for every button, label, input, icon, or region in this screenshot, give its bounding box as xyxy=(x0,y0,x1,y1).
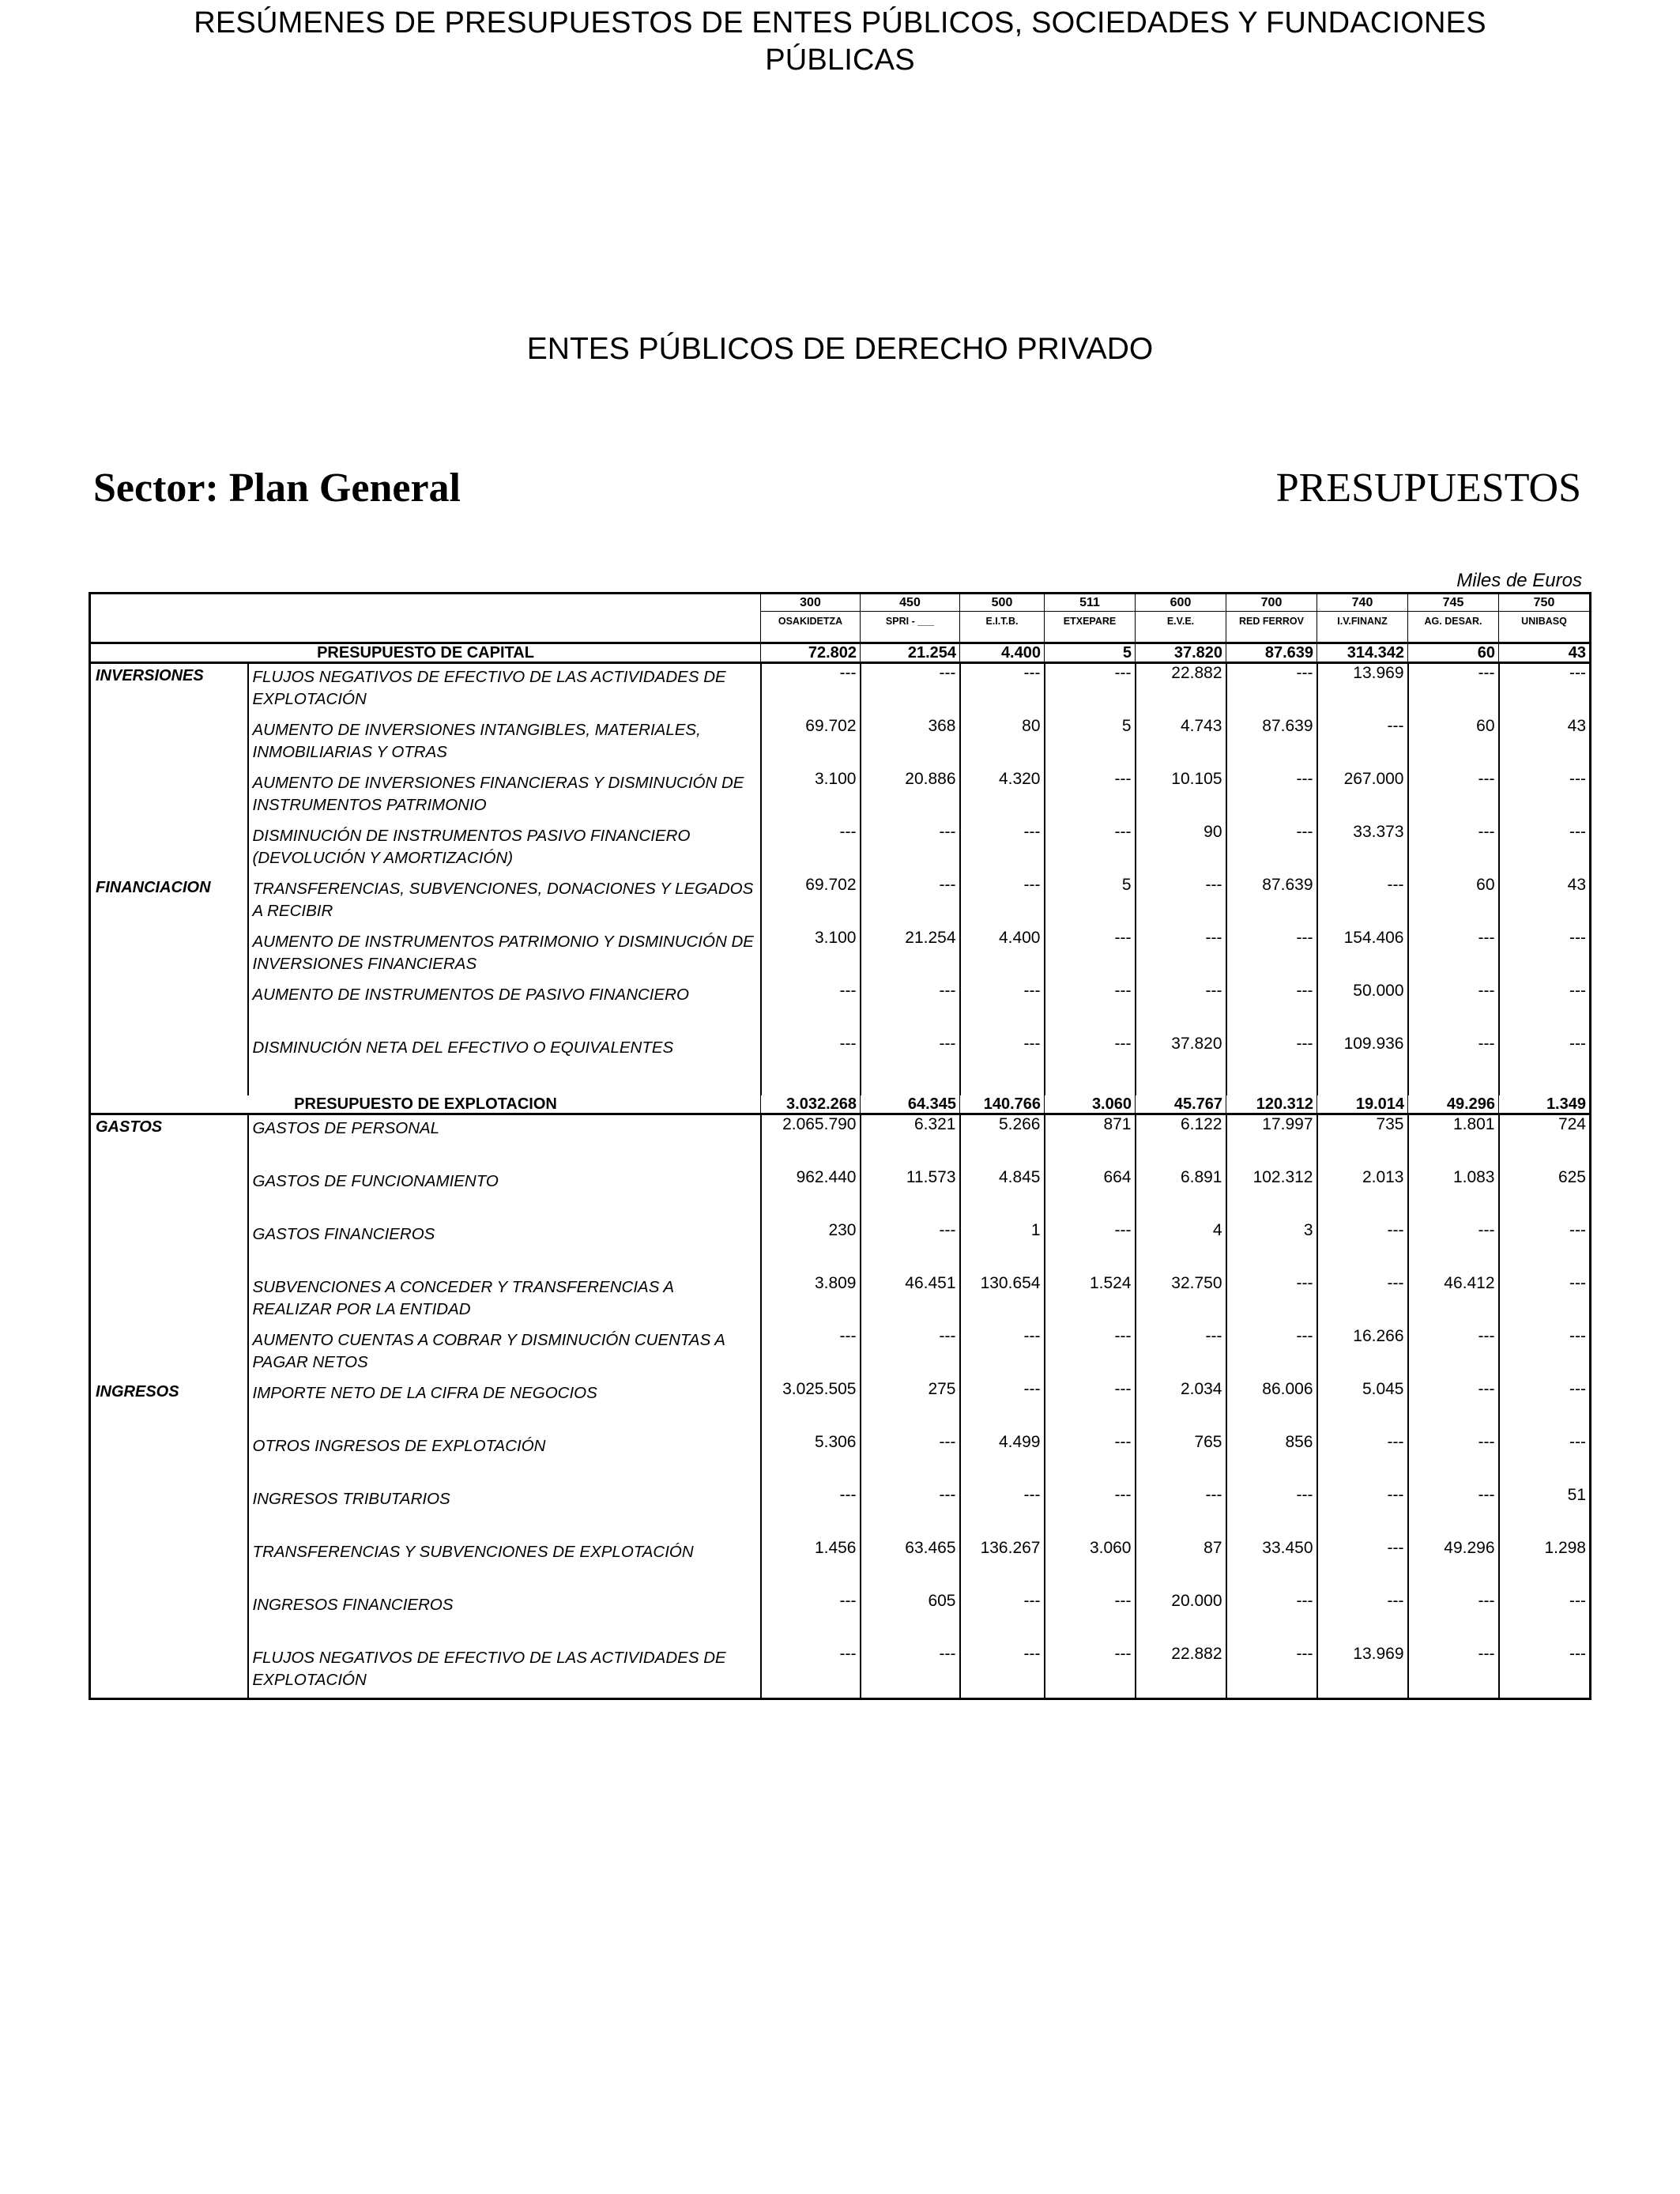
row-value: --- xyxy=(861,823,960,876)
capital-total: 72.802 xyxy=(761,643,861,663)
row-value: 22.882 xyxy=(1136,1645,1226,1699)
row-value: --- xyxy=(1408,1592,1499,1645)
row-value: --- xyxy=(1226,982,1317,1035)
explotacion-total: 120.312 xyxy=(1226,1095,1317,1114)
capital-total: 43 xyxy=(1499,643,1591,663)
table-row xyxy=(90,1592,1591,1645)
row-category xyxy=(90,982,248,1035)
row-value: 765 xyxy=(1136,1433,1226,1486)
row-value: 13.969 xyxy=(1317,1645,1408,1699)
sector-label: Sector: Plan General xyxy=(93,466,461,511)
table-row xyxy=(90,1645,1591,1699)
row-value: 3.025.505 xyxy=(761,1380,861,1433)
spacer-cell xyxy=(960,1088,1045,1095)
row-value: 136.267 xyxy=(960,1539,1045,1592)
row-value: --- xyxy=(861,1645,960,1699)
column-code: 740 xyxy=(1317,594,1408,612)
row-value: --- xyxy=(1499,982,1591,1035)
row-value: 60 xyxy=(1408,717,1499,770)
row-value: --- xyxy=(1408,1221,1499,1274)
row-value: --- xyxy=(1045,929,1136,982)
row-value: --- xyxy=(861,1486,960,1539)
row-value: --- xyxy=(1045,1221,1136,1274)
units-label: Miles de Euros xyxy=(1456,570,1582,591)
explotacion-total: 3.060 xyxy=(1045,1095,1136,1114)
row-value: 5.045 xyxy=(1317,1380,1408,1433)
row-description: TRANSFERENCIAS Y SUBVENCIONES DE EXPLOTACIÓN xyxy=(248,1539,761,1592)
row-category xyxy=(90,929,248,982)
spacer-cell xyxy=(1226,1088,1317,1095)
row-category: FINANCIACION xyxy=(96,879,211,896)
row-value: 4.743 xyxy=(1136,717,1226,770)
row-value: --- xyxy=(861,876,960,929)
row-value: --- xyxy=(960,1592,1045,1645)
row-value: 87.639 xyxy=(1226,717,1317,770)
row-value: --- xyxy=(1317,717,1408,770)
row-value: --- xyxy=(861,663,960,718)
row-value: --- xyxy=(761,982,861,1035)
row-value: 90 xyxy=(1136,823,1226,876)
row-value: --- xyxy=(1045,770,1136,823)
row-value: 33.450 xyxy=(1226,1539,1317,1592)
row-value: 3.100 xyxy=(761,929,861,982)
row-description: IMPORTE NETO DE LA CIFRA DE NEGOCIOS xyxy=(248,1380,761,1433)
row-value: 50.000 xyxy=(1317,982,1408,1035)
row-value: 724 xyxy=(1499,1114,1591,1169)
presupuestos-label: PRESUPUESTOS xyxy=(1275,466,1581,511)
row-value: --- xyxy=(1499,770,1591,823)
capital-total: 314.342 xyxy=(1317,643,1408,663)
row-value: --- xyxy=(1499,1433,1591,1486)
table-row xyxy=(90,1380,1591,1433)
row-value: --- xyxy=(1499,1327,1591,1380)
row-value: 5.266 xyxy=(960,1114,1045,1169)
row-value: --- xyxy=(1408,1327,1499,1380)
capital-total: 21.254 xyxy=(861,643,960,663)
row-value: --- xyxy=(1317,1486,1408,1539)
row-value: --- xyxy=(1226,823,1317,876)
table-row xyxy=(90,1486,1591,1539)
row-category: INVERSIONES xyxy=(96,667,204,684)
row-value: --- xyxy=(1499,1380,1591,1433)
row-value: --- xyxy=(1226,1327,1317,1380)
row-value: --- xyxy=(1408,1380,1499,1433)
row-value: 2.034 xyxy=(1136,1380,1226,1433)
row-value: --- xyxy=(1408,770,1499,823)
row-value: 87.639 xyxy=(1226,876,1317,929)
row-value: 20.000 xyxy=(1136,1592,1226,1645)
row-value: --- xyxy=(960,1327,1045,1380)
explotacion-total: 1.349 xyxy=(1499,1095,1591,1114)
column-name: RED FERROV xyxy=(1226,612,1317,643)
row-value: --- xyxy=(1499,929,1591,982)
explotacion-total: 49.296 xyxy=(1408,1095,1499,1114)
table-row xyxy=(90,876,1591,929)
row-description: GASTOS FINANCIEROS xyxy=(248,1221,761,1274)
column-name: E.V.E. xyxy=(1136,612,1226,643)
row-value: 230 xyxy=(761,1221,861,1274)
row-value: 37.820 xyxy=(1136,1035,1226,1088)
row-value: --- xyxy=(1045,663,1136,718)
explotacion-total: 45.767 xyxy=(1136,1095,1226,1114)
row-description: AUMENTO DE INVERSIONES INTANGIBLES, MATERIALES, INMOBILIARIAS Y OTRAS xyxy=(248,717,761,770)
column-code: 511 xyxy=(1045,594,1136,612)
row-value: 16.266 xyxy=(1317,1327,1408,1380)
row-value: 1.083 xyxy=(1408,1168,1499,1221)
row-value: 4.845 xyxy=(960,1168,1045,1221)
row-value: 664 xyxy=(1045,1168,1136,1221)
row-value: --- xyxy=(1317,1433,1408,1486)
row-value: 605 xyxy=(861,1592,960,1645)
row-value: --- xyxy=(1045,1380,1136,1433)
capital-total: 4.400 xyxy=(960,643,1045,663)
column-code: 700 xyxy=(1226,594,1317,612)
row-value: 69.702 xyxy=(761,717,861,770)
row-value: 63.465 xyxy=(861,1539,960,1592)
row-value: 3.100 xyxy=(761,770,861,823)
row-value: --- xyxy=(1045,1645,1136,1699)
row-value: --- xyxy=(1499,1274,1591,1327)
capital-total: 60 xyxy=(1408,643,1499,663)
row-value: --- xyxy=(1317,1221,1408,1274)
row-value: --- xyxy=(1045,823,1136,876)
column-code: 500 xyxy=(960,594,1045,612)
row-value: --- xyxy=(960,982,1045,1035)
row-value: --- xyxy=(1045,1035,1136,1088)
row-value: 87 xyxy=(1136,1539,1226,1592)
row-value: 109.936 xyxy=(1317,1035,1408,1088)
spacer-cell xyxy=(861,1088,960,1095)
row-value: 86.006 xyxy=(1226,1380,1317,1433)
row-category xyxy=(90,1645,248,1699)
explotacion-total: 3.032.268 xyxy=(761,1095,861,1114)
row-value: 46.412 xyxy=(1408,1274,1499,1327)
row-description: AUMENTO DE INVERSIONES FINANCIERAS Y DISMINUCIÓN DE INSTRUMENTOS PATRIMONIO xyxy=(248,770,761,823)
row-value: 1.298 xyxy=(1499,1539,1591,1592)
spacer-cell xyxy=(761,1088,861,1095)
row-category xyxy=(90,1592,248,1645)
column-code-row xyxy=(90,594,1591,612)
row-value: --- xyxy=(1408,1486,1499,1539)
row-value: --- xyxy=(1136,876,1226,929)
row-value: 51 xyxy=(1499,1486,1591,1539)
capital-total: 87.639 xyxy=(1226,643,1317,663)
table-row xyxy=(90,929,1591,982)
row-value: --- xyxy=(1136,929,1226,982)
row-category xyxy=(90,717,248,770)
row-value: --- xyxy=(1045,982,1136,1035)
row-value: 10.105 xyxy=(1136,770,1226,823)
row-value: 735 xyxy=(1317,1114,1408,1169)
row-value: 22.882 xyxy=(1136,663,1226,718)
row-description: DISMINUCIÓN NETA DEL EFECTIVO O EQUIVALENTES xyxy=(248,1035,761,1088)
column-name: OSAKIDETZA xyxy=(761,612,861,643)
row-value: --- xyxy=(1317,1274,1408,1327)
capital-total: 5 xyxy=(1045,643,1136,663)
spacer-cell xyxy=(1499,1088,1591,1095)
row-value: --- xyxy=(1499,1645,1591,1699)
page-subtitle: ENTES PÚBLICOS DE DERECHO PRIVADO xyxy=(526,332,1154,366)
spacer-cell xyxy=(1045,1088,1136,1095)
row-value: 856 xyxy=(1226,1433,1317,1486)
row-category xyxy=(90,1433,248,1486)
row-value: --- xyxy=(761,1327,861,1380)
row-value: --- xyxy=(1317,876,1408,929)
row-value: 6.891 xyxy=(1136,1168,1226,1221)
capital-total: 37.820 xyxy=(1136,643,1226,663)
explotacion-total: 140.766 xyxy=(960,1095,1045,1114)
row-value: 20.886 xyxy=(861,770,960,823)
row-value: --- xyxy=(861,1035,960,1088)
row-value: 13.969 xyxy=(1317,663,1408,718)
row-description: INGRESOS FINANCIEROS xyxy=(248,1592,761,1645)
row-value: --- xyxy=(1408,1433,1499,1486)
row-value: --- xyxy=(1136,1486,1226,1539)
row-value: 32.750 xyxy=(1136,1274,1226,1327)
row-value: 267.000 xyxy=(1317,770,1408,823)
header-blank xyxy=(90,594,761,612)
row-value: 625 xyxy=(1499,1168,1591,1221)
row-value: 1.801 xyxy=(1408,1114,1499,1169)
row-description: DISMINUCIÓN DE INSTRUMENTOS PASIVO FINANCIERO (DEVOLUCIÓN Y AMORTIZACIÓN) xyxy=(248,823,761,876)
row-value: --- xyxy=(1408,929,1499,982)
row-category: INGRESOS xyxy=(96,1383,179,1400)
row-value: --- xyxy=(1408,1035,1499,1088)
row-category: GASTOS xyxy=(96,1118,163,1136)
row-value: 962.440 xyxy=(761,1168,861,1221)
column-name: I.V.FINANZ xyxy=(1317,612,1408,643)
row-value: --- xyxy=(761,1035,861,1088)
spacer-cell xyxy=(1317,1088,1408,1095)
row-value: 4.400 xyxy=(960,929,1045,982)
row-value: --- xyxy=(1045,1592,1136,1645)
row-value: --- xyxy=(960,1645,1045,1699)
row-value: --- xyxy=(1136,1327,1226,1380)
row-description: FLUJOS NEGATIVOS DE EFECTIVO DE LAS ACTIVIDADES DE EXPLOTACIÓN xyxy=(248,1645,761,1699)
row-category xyxy=(90,1539,248,1592)
table-row xyxy=(90,1274,1591,1327)
row-description: AUMENTO DE INSTRUMENTOS DE PASIVO FINANCIERO xyxy=(248,982,761,1035)
row-value: --- xyxy=(1317,1539,1408,1592)
row-value: --- xyxy=(1408,982,1499,1035)
row-description: INGRESOS TRIBUTARIOS xyxy=(248,1486,761,1539)
column-name: UNIBASQ xyxy=(1499,612,1591,643)
row-value: --- xyxy=(1499,1592,1591,1645)
row-value: --- xyxy=(1226,1592,1317,1645)
row-value: --- xyxy=(1408,823,1499,876)
table-row xyxy=(90,770,1591,823)
row-value: 5 xyxy=(1045,717,1136,770)
row-value: 60 xyxy=(1408,876,1499,929)
row-value: --- xyxy=(960,823,1045,876)
row-value: 17.997 xyxy=(1226,1114,1317,1169)
column-code: 750 xyxy=(1499,594,1591,612)
row-value: --- xyxy=(1226,663,1317,718)
header-blank xyxy=(90,612,761,643)
row-value: 1.456 xyxy=(761,1539,861,1592)
row-value: --- xyxy=(1499,1035,1591,1088)
row-category xyxy=(90,1168,248,1221)
column-code: 450 xyxy=(861,594,960,612)
column-code: 600 xyxy=(1136,594,1226,612)
row-value: 11.573 xyxy=(861,1168,960,1221)
row-value: --- xyxy=(1226,1274,1317,1327)
row-value: 5.306 xyxy=(761,1433,861,1486)
table-row xyxy=(90,1539,1591,1592)
table-row xyxy=(90,823,1591,876)
explotacion-label: PRESUPUESTO DE EXPLOTACION xyxy=(90,1095,761,1114)
table-row xyxy=(90,1327,1591,1380)
row-value: 3 xyxy=(1226,1221,1317,1274)
row-value: --- xyxy=(1045,1433,1136,1486)
row-value: --- xyxy=(960,1486,1045,1539)
row-category xyxy=(90,823,248,876)
row-value: 2.065.790 xyxy=(761,1114,861,1169)
table-row xyxy=(90,717,1591,770)
row-description: SUBVENCIONES A CONCEDER Y TRANSFERENCIAS A REALIZAR POR LA ENTIDAD xyxy=(248,1274,761,1327)
column-name: AG. DESAR. xyxy=(1408,612,1499,643)
row-value: --- xyxy=(1226,1486,1317,1539)
row-value: --- xyxy=(1408,1645,1499,1699)
spacer-row xyxy=(90,1088,1591,1095)
row-value: 2.013 xyxy=(1317,1168,1408,1221)
capital-total-row xyxy=(90,643,1591,663)
spacer-cell xyxy=(1408,1088,1499,1095)
row-value: --- xyxy=(861,1433,960,1486)
spacer-cell xyxy=(1136,1088,1226,1095)
row-value: 3.809 xyxy=(761,1274,861,1327)
row-value: --- xyxy=(761,1486,861,1539)
row-value: 69.702 xyxy=(761,876,861,929)
column-name-row xyxy=(90,612,1591,643)
row-value: 3.060 xyxy=(1045,1539,1136,1592)
row-value: 4 xyxy=(1136,1221,1226,1274)
row-description: GASTOS DE FUNCIONAMIENTO xyxy=(248,1168,761,1221)
row-category xyxy=(90,1327,248,1380)
table-row xyxy=(90,663,1591,718)
explotacion-total: 64.345 xyxy=(861,1095,960,1114)
table-row xyxy=(90,982,1591,1035)
row-value: 43 xyxy=(1499,717,1591,770)
page-title: RESÚMENES DE PRESUPUESTOS DE ENTES PÚBLICOS, SOCIEDADES Y FUNDACIONES PÚBLICAS xyxy=(194,6,1486,77)
column-code: 300 xyxy=(761,594,861,612)
row-description: OTROS INGRESOS DE EXPLOTACIÓN xyxy=(248,1433,761,1486)
row-value: --- xyxy=(1045,1486,1136,1539)
row-value: --- xyxy=(960,663,1045,718)
row-value: 4.499 xyxy=(960,1433,1045,1486)
column-name: E.I.T.B. xyxy=(960,612,1045,643)
row-value: --- xyxy=(761,1592,861,1645)
row-value: --- xyxy=(1226,1645,1317,1699)
row-description: AUMENTO CUENTAS A COBRAR Y DISMINUCIÓN CUENTAS A PAGAR NETOS xyxy=(248,1327,761,1380)
row-value: 80 xyxy=(960,717,1045,770)
spacer-cell xyxy=(90,1088,248,1095)
row-value: --- xyxy=(861,982,960,1035)
row-category xyxy=(90,1035,248,1088)
row-value: --- xyxy=(1408,663,1499,718)
row-value: 4.320 xyxy=(960,770,1045,823)
column-name: ETXEPARE xyxy=(1045,612,1136,643)
row-value: 33.373 xyxy=(1317,823,1408,876)
row-value: 102.312 xyxy=(1226,1168,1317,1221)
row-value: 871 xyxy=(1045,1114,1136,1169)
row-value: --- xyxy=(1499,663,1591,718)
row-value: 368 xyxy=(861,717,960,770)
row-value: --- xyxy=(1045,1327,1136,1380)
capital-label: PRESUPUESTO DE CAPITAL xyxy=(90,643,761,663)
row-description: TRANSFERENCIAS, SUBVENCIONES, DONACIONES Y LEGADOS A RECIBIR xyxy=(248,876,761,929)
row-value: 43 xyxy=(1499,876,1591,929)
row-value: --- xyxy=(761,823,861,876)
row-value: 1.524 xyxy=(1045,1274,1136,1327)
table-row xyxy=(90,1114,1591,1169)
row-value: --- xyxy=(1499,1221,1591,1274)
row-value: 6.321 xyxy=(861,1114,960,1169)
row-value: --- xyxy=(1317,1592,1408,1645)
row-value: --- xyxy=(761,1645,861,1699)
explotacion-total-row xyxy=(90,1095,1591,1114)
table-row xyxy=(90,1433,1591,1486)
explotacion-total: 19.014 xyxy=(1317,1095,1408,1114)
row-value: --- xyxy=(1226,929,1317,982)
row-value: --- xyxy=(1136,982,1226,1035)
row-value: 6.122 xyxy=(1136,1114,1226,1169)
row-value: 21.254 xyxy=(861,929,960,982)
row-value: 1 xyxy=(960,1221,1045,1274)
row-description: AUMENTO DE INSTRUMENTOS PATRIMONIO Y DISMINUCIÓN DE INVERSIONES FINANCIERAS xyxy=(248,929,761,982)
row-value: --- xyxy=(1226,1035,1317,1088)
row-value: 46.451 xyxy=(861,1274,960,1327)
row-value: --- xyxy=(960,1380,1045,1433)
row-value: 5 xyxy=(1045,876,1136,929)
row-value: --- xyxy=(1499,823,1591,876)
row-category xyxy=(90,1274,248,1327)
row-description: GASTOS DE PERSONAL xyxy=(248,1114,761,1169)
row-value: --- xyxy=(861,1221,960,1274)
row-category xyxy=(90,770,248,823)
table-row xyxy=(90,1221,1591,1274)
row-category xyxy=(90,1486,248,1539)
row-value: 130.654 xyxy=(960,1274,1045,1327)
row-value: --- xyxy=(761,663,861,718)
row-value: --- xyxy=(960,876,1045,929)
table-row xyxy=(90,1035,1591,1088)
column-name: SPRI - ___ xyxy=(861,612,960,643)
row-category xyxy=(90,1221,248,1274)
row-value: 154.406 xyxy=(1317,929,1408,982)
row-value: --- xyxy=(1226,770,1317,823)
row-value: 275 xyxy=(861,1380,960,1433)
row-value: 49.296 xyxy=(1408,1539,1499,1592)
table-row xyxy=(90,1168,1591,1221)
budget-table xyxy=(89,592,1591,1700)
row-value: --- xyxy=(960,1035,1045,1088)
row-description: FLUJOS NEGATIVOS DE EFECTIVO DE LAS ACTIVIDADES DE EXPLOTACIÓN xyxy=(248,663,761,718)
column-code: 745 xyxy=(1408,594,1499,612)
spacer-cell xyxy=(248,1088,761,1095)
row-value: --- xyxy=(861,1327,960,1380)
